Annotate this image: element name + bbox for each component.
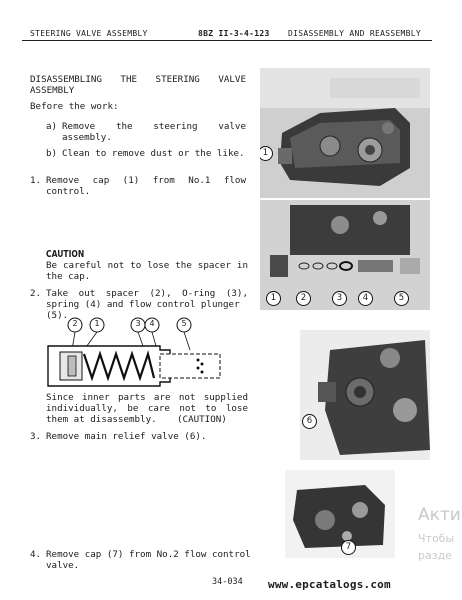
note-line3: them at disassembly. — [46, 414, 157, 425]
callout-2: 2 — [296, 291, 311, 306]
section-title-line2: ASSEMBLY — [30, 85, 75, 96]
callout-6: 6 — [302, 414, 317, 429]
step-4-line1: Remove cap (7) from No.2 flow control — [46, 549, 251, 560]
diagram-label-1: 1 — [94, 319, 100, 328]
note-line2: individually, be care not to lose — [46, 403, 248, 414]
step-1-number: 1. — [30, 175, 42, 186]
step-2-line3: (5). — [46, 310, 69, 321]
photo-valve-cap-1 — [260, 68, 430, 198]
step-1-line1: Remove cap (1) from No.1 flow — [46, 175, 246, 186]
step-3-line1: Remove main relief valve (6). — [46, 431, 207, 442]
step-1-line2: control. — [46, 186, 91, 197]
diagram-label-3: 3 — [135, 319, 141, 328]
note-line1: Since inner parts are not supplied — [46, 392, 248, 403]
header-section-title: STEERING VALVE ASSEMBLY — [30, 29, 148, 38]
item-a-line1: Remove the steering valve — [62, 121, 246, 132]
header-divider — [22, 40, 432, 41]
photo-relief-valve-image — [300, 330, 430, 460]
photo-relief-valve — [300, 330, 430, 460]
photo-valve-cap-7 — [285, 470, 395, 558]
callout-1: 1 — [260, 146, 273, 161]
watermark-line3: разде — [418, 549, 452, 562]
item-a-line2: assembly. — [62, 132, 112, 143]
step-2-line1: Take out spacer (2), O-ring (3), — [46, 288, 248, 299]
diagram-label-4: 4 — [149, 319, 155, 328]
item-a-label: a) — [46, 121, 58, 132]
header-doc-code: 8BZ II-3-4-123 — [198, 29, 270, 38]
step-2-line2: spring (4) and flow control plunger — [46, 299, 240, 310]
step-2-number: 2. — [30, 288, 42, 299]
page-number: 34-034 — [212, 577, 243, 587]
watermark-line1: Акти — [418, 505, 461, 525]
callout-4: 4 — [358, 291, 373, 306]
callout-photo-1: 1 — [266, 291, 281, 306]
watermark-line2: Чтобы — [418, 532, 455, 545]
photo-valve-cap-1-image — [260, 68, 430, 198]
callout-5: 5 — [394, 291, 409, 306]
before-work-label: Before the work: — [30, 101, 119, 112]
item-b-line1: Clean to remove dust or the like. — [62, 148, 245, 159]
callout-7: 7 — [341, 540, 356, 555]
note-caution-tag: (CAUTION) — [177, 414, 227, 425]
photo-disassembled-parts — [260, 200, 430, 310]
diagram-label-2: 2 — [72, 319, 78, 328]
photo-valve-cap-7-image — [285, 470, 395, 558]
caution-line2: the cap. — [46, 271, 91, 282]
callout-3: 3 — [332, 291, 347, 306]
step-3-number: 3. — [30, 431, 42, 442]
caution-line1: Be careful not to lose the spacer in — [46, 260, 248, 271]
header-chapter-title: DISASSEMBLY AND REASSEMBLY — [288, 29, 422, 38]
footer-website: www.epcatalogs.com — [268, 578, 391, 591]
section-title-line1: DISASSEMBLING THE STEERING VALVE — [30, 74, 246, 85]
diagram-label-5: 5 — [181, 319, 187, 328]
item-b-label: b) — [46, 148, 58, 159]
flow-control-diagram — [40, 316, 255, 388]
caution-title: CAUTION — [46, 249, 85, 260]
step-4-line2: valve. — [46, 560, 80, 571]
step-4-number: 4. — [30, 549, 42, 560]
